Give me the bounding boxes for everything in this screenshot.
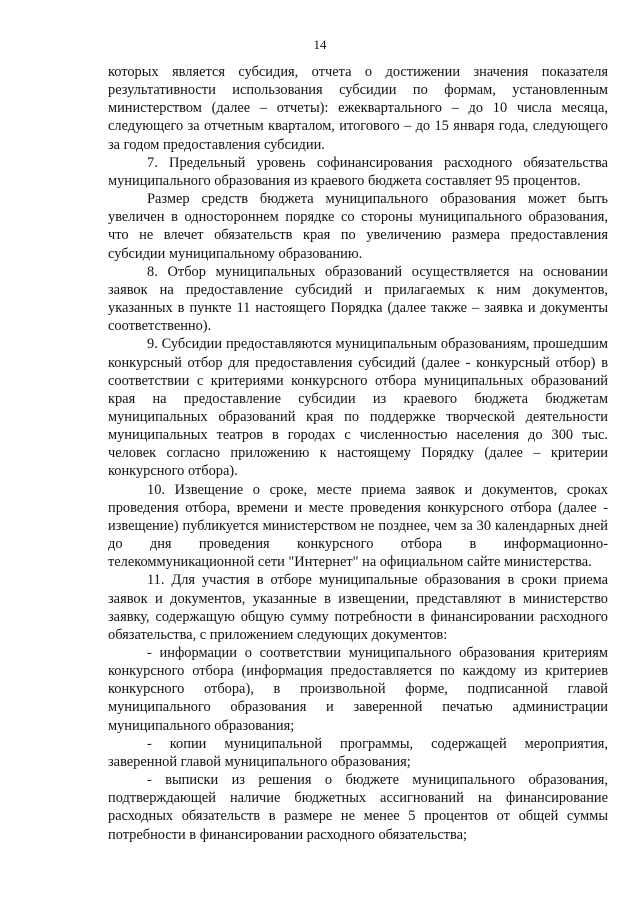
paragraph-item-8: 8. Отбор муниципальных образований осуществляется на основании заявок на предоставление субсидий и прилагаемых к ним документов, указанных в пункте 11 настоящего Порядка (далее также – заявка и документы соответственно). bbox=[108, 263, 608, 335]
paragraph-item-7: 7. Предельный уровень софинансирования расходного обязательства муниципального образования из краевого бюджета составляет 95 процентов. bbox=[108, 154, 608, 189]
paragraph-continuation: которых является субсидия, отчета о достижении значения показателя результативности использования субсидии по формам, установленным министерством (далее – отчеты): ежеквартального – до 10 числа месяца, следующего за отчетным кварталом, итогового – до 15 января года, следующего за годом предоставления субсидии. bbox=[108, 64, 608, 153]
paragraph-item-9: 9. Субсидии предоставляются муниципальным образованиям, прошедшим конкурсный отбор для предоставления субсидий (далее - конкурсный отбор) в соответствии с критериями конкурсного отбора муниципальных образований края на предоставление субсидии из краевого бюджета бюджетам муниципальных образований края по поддержке творческой деятельности муниципальных театров в городах с численностью населения до 300 тыс. человек согласно приложению к настоящему Порядку (далее – критерии конкурсного отбора). bbox=[108, 336, 608, 480]
list-item-program-copy: - копии муниципальной программы, содержащей мероприятия, заверенной главой муниципального образования; bbox=[108, 735, 608, 770]
list-item-information: - информации о соответствии муниципального образования критериям конкурсного отбора (информация предоставляется по каждому из критериев конкурсного отбора), в произвольной форме, подписанной главой муниципального образования и заверенной печатью администрации муниципального образования; bbox=[108, 645, 608, 734]
paragraph-budget-size: Размер средств бюджета муниципального образования может быть увеличен в одностороннем порядке со стороны муниципального образования, что не влечет обязательств края по увеличению размера предоставления субсидии муниципальному образованию. bbox=[108, 191, 608, 262]
document-body bbox=[108, 63, 608, 844]
page-number: 14 bbox=[313, 37, 327, 52]
paragraph-item-10: 10. Извещение о сроке, месте приема заявок и документов, сроках проведения отбора, времени и месте проведения конкурсного отбора (далее - извещение) публикуется министерством не позднее, чем за 30 календарных дней до дня проведения конкурсного отбора в информационно-телекоммуникационной сети "Интернет" на официальном сайте министерства. bbox=[108, 481, 608, 571]
paragraph-item-11: 11. Для участия в отборе муниципальные образования в сроки приема заявок и документов, указанные в извещении, представляют в министерство заявку, содержащую общую сумму потребности в финансировании расходного обязательства, с приложением следующих документов: bbox=[108, 572, 608, 643]
list-item-budget-extract: - выписки из решения о бюджете муниципального образования, подтверждающей наличие бюджетных ассигнований на финансирование расходных обязательств в размере не менее 5 процентов от общей суммы потребности в финансировании расходного обязательства; bbox=[108, 772, 608, 843]
